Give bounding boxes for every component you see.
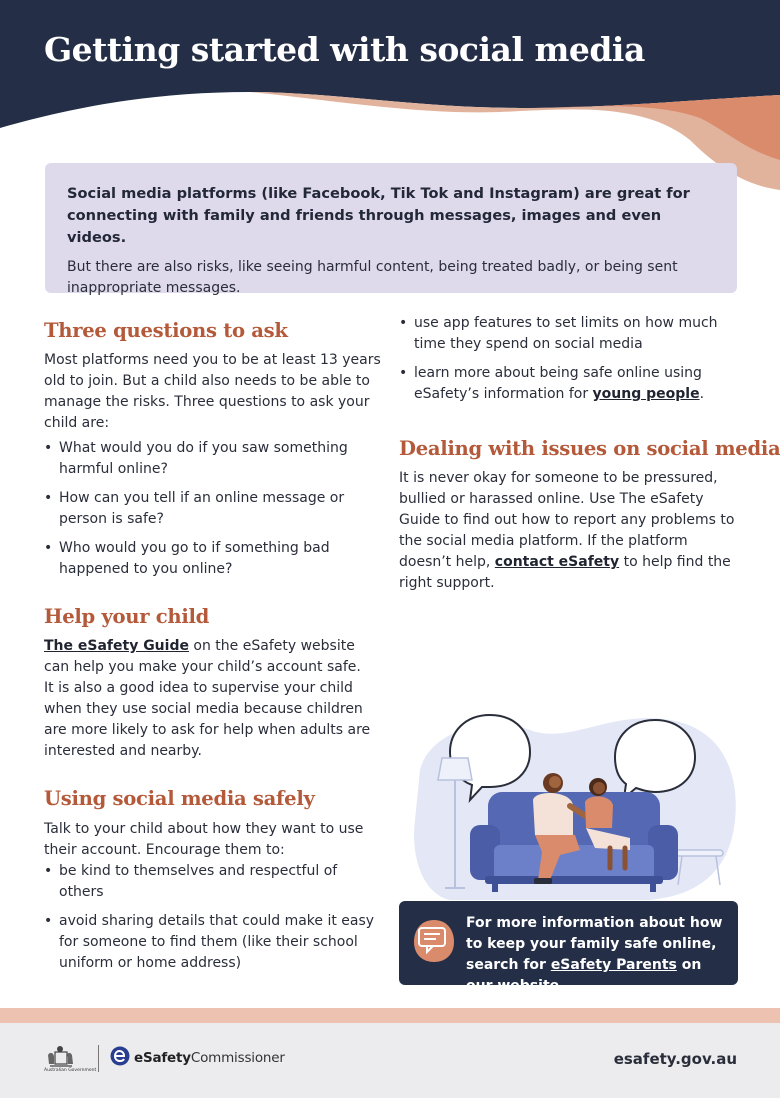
esafety-logo-icon bbox=[110, 1046, 130, 1066]
website-url[interactable]: esafety.gov.au bbox=[613, 1050, 737, 1068]
esafety-commissioner-brand: eSafetyCommissioner bbox=[134, 1050, 285, 1066]
heading-dealing-with-issues: Dealing with issues on social media bbox=[399, 437, 780, 460]
dealing-body: It is never okay for someone to be pressured, bullied or harassed online. Use The eSafety Guide to find out how to report any problems to the social media platform. If the platform doesn’t help, contact eSafety to help find the right support. bbox=[399, 470, 735, 591]
footer-divider bbox=[98, 1045, 99, 1072]
encourage-list-continued bbox=[399, 313, 737, 413]
three-questions-body: Most platforms need you to be at least 13 years old to join. But a child also needs to be able to manage the risks. Three questions to ask your child are: bbox=[44, 352, 381, 431]
using-safely-body: Talk to your child about how they want to use their account. Encourage them to: bbox=[44, 821, 364, 858]
help-child-body: The eSafety Guide on the eSafety website can help you make your child’s account safe. It is also a good idea to supervise your child when they use social media because children are more likely to ask for help when adults are interested and nearby. bbox=[44, 638, 371, 759]
three-questions-list bbox=[44, 438, 374, 588]
list-item: • What would you do if you saw something harmful online? bbox=[44, 438, 374, 480]
contact-esafety-link[interactable]: contact eSafety bbox=[494, 554, 620, 570]
list-item: • be kind to themselves and respectful of others bbox=[44, 861, 344, 903]
using-safely-list bbox=[44, 861, 384, 982]
heading-three-questions: Three questions to ask bbox=[44, 319, 288, 342]
family-on-couch-illustration bbox=[410, 710, 740, 905]
page-title: Getting started with social media bbox=[44, 30, 645, 69]
heading-using-safely: Using social media safely bbox=[44, 787, 315, 810]
intro-lead: Social media platforms (like Facebook, Tik Tok and Instagram) are great for connecting with family and friends through messages, images and even videos. bbox=[67, 185, 690, 246]
list-item: • learn more about being safe online using eSafety’s information for young people. bbox=[399, 363, 737, 405]
chat-document-icon bbox=[413, 918, 455, 964]
list-item: • avoid sharing details that could make it easy for someone to find them (like their school uniform or home address) bbox=[44, 911, 384, 974]
list-item: • use app features to set limits on how much time they spend on social media bbox=[399, 313, 737, 355]
young-people-link[interactable]: young people bbox=[592, 386, 700, 402]
esafety-parents-link[interactable]: eSafety Parents bbox=[550, 957, 677, 973]
more-info-box bbox=[399, 901, 738, 994]
list-item: • Who would you go to if something bad happened to you online? bbox=[44, 538, 374, 580]
list-item: • How can you tell if an online message or person is safe? bbox=[44, 488, 374, 530]
gov-label: Australian Government bbox=[44, 1068, 97, 1073]
intro-box bbox=[45, 163, 737, 296]
heading-help-your-child: Help your child bbox=[44, 605, 210, 628]
esafety-guide-link[interactable]: The eSafety Guide bbox=[44, 638, 189, 654]
footer-band bbox=[0, 1008, 780, 1023]
more-info-text: For more information about how to keep your family safe online, search for eSafety Parents on our website. bbox=[466, 915, 723, 994]
intro-sub: But there are also risks, like seeing harmful content, being treated badly, or being sent inappropriate messages. bbox=[67, 259, 678, 296]
page-footer bbox=[0, 1023, 780, 1098]
